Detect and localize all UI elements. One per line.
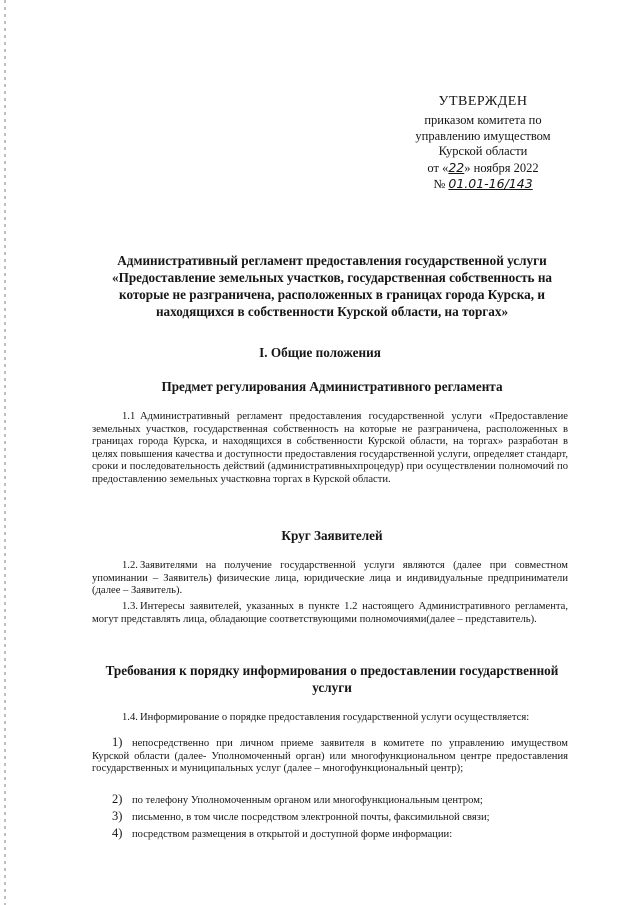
approval-line-2: управлению имуществом <box>415 128 551 143</box>
approval-number <box>388 176 578 193</box>
scan-edge-artifact <box>4 0 6 905</box>
approval-title: УТВЕРЖДЕН <box>438 94 528 109</box>
list-item-2 <box>92 793 568 808</box>
list-item-1 <box>92 736 568 776</box>
paragraph-1-1-text: Административный регламент предоставления государственной услуги «Предоставление земельных участков, государственная собственность на которые не разграничена, расположенных в границах города Курска, и находящихся в собственности Курской области, на торгах» разработан в целях повышения качества и доступности предоставления государственной услуги, определяет стандарт, сроки и последовательность действий (административныхпроцедур) при осуществлении полномочий по предоставлению земельных участковна торгах в Курской области. <box>92 411 568 485</box>
list-item-4-number: 4) <box>112 826 123 840</box>
applicants-heading: Круг Заявителей <box>281 528 383 543</box>
list-item-3-text: письменно, в том числе посредством электронной почты, факсимильной связи; <box>132 812 490 823</box>
approval-number-value: 01.01-16/143 <box>448 176 533 191</box>
approval-date-day: 22 <box>448 159 465 175</box>
list-item-1-number: 1) <box>112 735 123 749</box>
paragraph-1-2 <box>92 560 568 598</box>
approval-line-1: приказом комитета по <box>424 113 542 127</box>
list-item-2-number: 2) <box>112 792 123 806</box>
paragraph-1-4 <box>92 712 568 725</box>
approval-number-prefix: № <box>433 177 446 191</box>
paragraph-1-3-number: 1.3. <box>122 601 138 612</box>
approval-date-prefix: от « <box>427 160 449 175</box>
list-item-3-number: 3) <box>112 809 123 823</box>
list-item-1-text: непосредственно при личном приеме заявителя в комитете по управлению имуществом Курской области (далее- Уполномоченный орган) или многофункциональном центре предоставления государственных и муниципальных услуг (далее – многофункциональный центр); <box>92 738 568 775</box>
list-item-3 <box>92 810 568 825</box>
paragraph-1-3 <box>92 601 568 626</box>
document-title: Административный регламент предоставления государственной услуги «Предоставление земельных участков, государственная собственность на которые не разграничена, расположенных в границах города Курска, и находящихся в собственности Курской области, на торгах» <box>111 253 553 319</box>
paragraph-1-4-text: Информирование о порядке предоставления государственной услуги осуществляется: <box>140 712 530 723</box>
list-item-2-text: по телефону Уполномоченным органом или многофункциональным центром; <box>132 795 483 806</box>
approval-line-3: Курской области <box>438 144 528 158</box>
section-heading-general: I. Общие положения <box>259 345 381 360</box>
list-item-4 <box>92 827 568 842</box>
information-heading: Требования к порядку информирования о предоставлении государственной услуги <box>105 663 559 695</box>
approval-block <box>388 94 578 193</box>
approval-date-suffix: » ноября 2022 <box>464 160 539 175</box>
subject-heading: Предмет регулирования Административного регламента <box>161 379 503 394</box>
paragraph-1-1 <box>92 411 568 487</box>
paragraph-1-1-number: 1.1 <box>122 411 136 422</box>
list-item-4-text: посредством размещения в открытой и доступной форме информации: <box>132 829 453 840</box>
approval-date <box>388 160 578 177</box>
paragraph-1-2-text: Заявителями на получение государственной услуги являются (далее при совместном упоминании – Заявитель) физические лица, юридические лица и индивидуальные предприниматели (далее – Заявитель). <box>92 560 568 597</box>
paragraph-1-3-text: Интересы заявителей, указанных в пункте 1.2 настоящего Административного регламента, могут представлять лица, обладающие соответствующими полномочиями(далее – представитель). <box>92 601 568 625</box>
paragraph-1-2-number: 1.2. <box>122 560 138 571</box>
paragraph-1-4-number: 1.4. <box>122 712 138 723</box>
